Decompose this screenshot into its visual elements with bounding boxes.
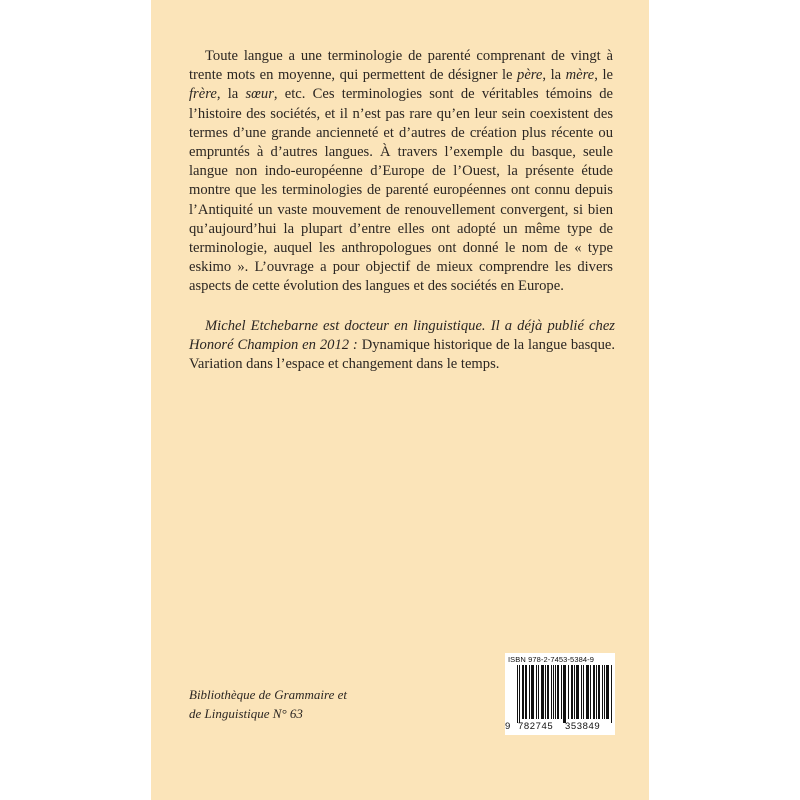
barcode-bar	[522, 665, 523, 719]
barcode-bar	[553, 665, 554, 719]
barcode-bar	[533, 665, 534, 719]
blurb-text: , le	[594, 67, 613, 84]
barcode	[505, 653, 615, 735]
barcode-bar	[606, 665, 607, 719]
barcode-bar	[563, 665, 564, 723]
barcode-bar	[608, 665, 609, 719]
barcode-bar	[519, 665, 520, 723]
previous-book-title: Dynamique historique de la langue basque. Variation dans l’espace et changement dans le temps.	[189, 337, 616, 373]
barcode-bar	[599, 665, 600, 719]
blurb-term-soeur: sœur	[245, 86, 274, 103]
isbn-label: ISBN 978-2-7453-5384-9	[508, 655, 595, 664]
barcode-bar	[543, 665, 544, 719]
barcode-bar	[574, 665, 575, 719]
blurb-text: , etc. Ces terminologies sont de véritables témoins de l’histoire des sociétés, et il n’est pas rare qu’en leur sein coexistent des termes d’une grande ancienneté et d’autres de création plus récente ou empruntés à d’autres langues. À travers l’exemple du basque, seule langue non indo-européenne d’Europe de l’Ouest, la présente étude montre que les terminologies de parenté européennes ont connu depuis l’Antiquité un vaste mouvement de renouvellement convergent, si bien qu’aujourd’hui la plupart d’entre elles ont adopté un même type de terminologie, auquel les anthropologues ont donné le nom de « type eskimo ». L’ouvrage a pour objectif de mieux comprendre les divers aspects de cette évolution des langues et des sociétés en Europe.	[189, 86, 614, 295]
barcode-bar	[532, 665, 533, 719]
barcode-bar	[587, 665, 588, 719]
barcode-bar	[586, 665, 587, 719]
barcode-bar	[551, 665, 552, 719]
barcode-bar	[558, 665, 559, 719]
series-number-line: de Linguistique N° 63	[189, 706, 303, 721]
barcode-bar	[523, 665, 524, 719]
barcode-bars	[509, 665, 613, 725]
barcode-bar	[525, 665, 526, 719]
barcode-bar	[568, 665, 569, 719]
barcode-digits-right: 353849	[565, 721, 601, 732]
barcode-bar	[547, 665, 548, 719]
series-info	[189, 685, 409, 723]
barcode-bar	[588, 665, 589, 719]
barcode-bar	[517, 665, 518, 723]
barcode-bar	[593, 665, 594, 719]
barcode-bar	[531, 665, 532, 719]
barcode-bar	[538, 665, 539, 719]
barcode-bar	[548, 665, 549, 719]
barcode-bar	[557, 665, 558, 719]
barcode-bar	[604, 665, 605, 719]
barcode-bar	[529, 665, 530, 719]
barcode-bar	[581, 665, 582, 719]
barcode-bar	[526, 665, 527, 719]
barcode-bar	[572, 665, 573, 719]
barcode-bar	[536, 665, 537, 719]
barcode-bar	[571, 665, 572, 719]
barcode-bar	[583, 665, 584, 719]
barcode-bar	[541, 665, 542, 719]
blurb-term-pere: père	[517, 67, 543, 84]
author-bio	[189, 317, 615, 375]
barcode-bar	[590, 665, 591, 719]
barcode-bar	[594, 665, 595, 719]
blurb-text: Toute langue a une terminologie de parenté comprenant de vingt à trente mots en moyenne, qui permettent de désigner le	[189, 48, 613, 84]
barcode-bar	[564, 665, 565, 723]
barcode-bar	[578, 665, 579, 719]
blurb-text: , la	[216, 86, 246, 103]
blurb-paragraph	[189, 47, 613, 297]
barcode-bar	[565, 665, 566, 723]
barcode-bar	[561, 665, 562, 719]
barcode-bar	[576, 665, 577, 719]
barcode-bar	[607, 665, 608, 719]
barcode-digits-left: 782745	[518, 721, 554, 732]
barcode-bar	[602, 665, 603, 719]
blurb-text: , la	[542, 67, 566, 84]
series-name-line: Bibliothèque de Grammaire et	[189, 687, 348, 702]
barcode-bar	[598, 665, 599, 719]
barcode-digit-first: 9	[505, 721, 511, 732]
barcode-bar	[545, 665, 546, 719]
blurb-term-frere: frère	[189, 86, 217, 103]
barcode-bar	[577, 665, 578, 719]
barcode-bar	[555, 665, 556, 719]
blurb-term-mere: mère	[565, 67, 595, 84]
barcode-bar	[596, 665, 597, 719]
barcode-bar	[542, 665, 543, 719]
author-bio-text: Michel Etchebarne est docteur en linguistique. Il a déjà publié chez Honoré Champion en 2012 :	[189, 318, 615, 354]
barcode-bar	[611, 665, 612, 723]
